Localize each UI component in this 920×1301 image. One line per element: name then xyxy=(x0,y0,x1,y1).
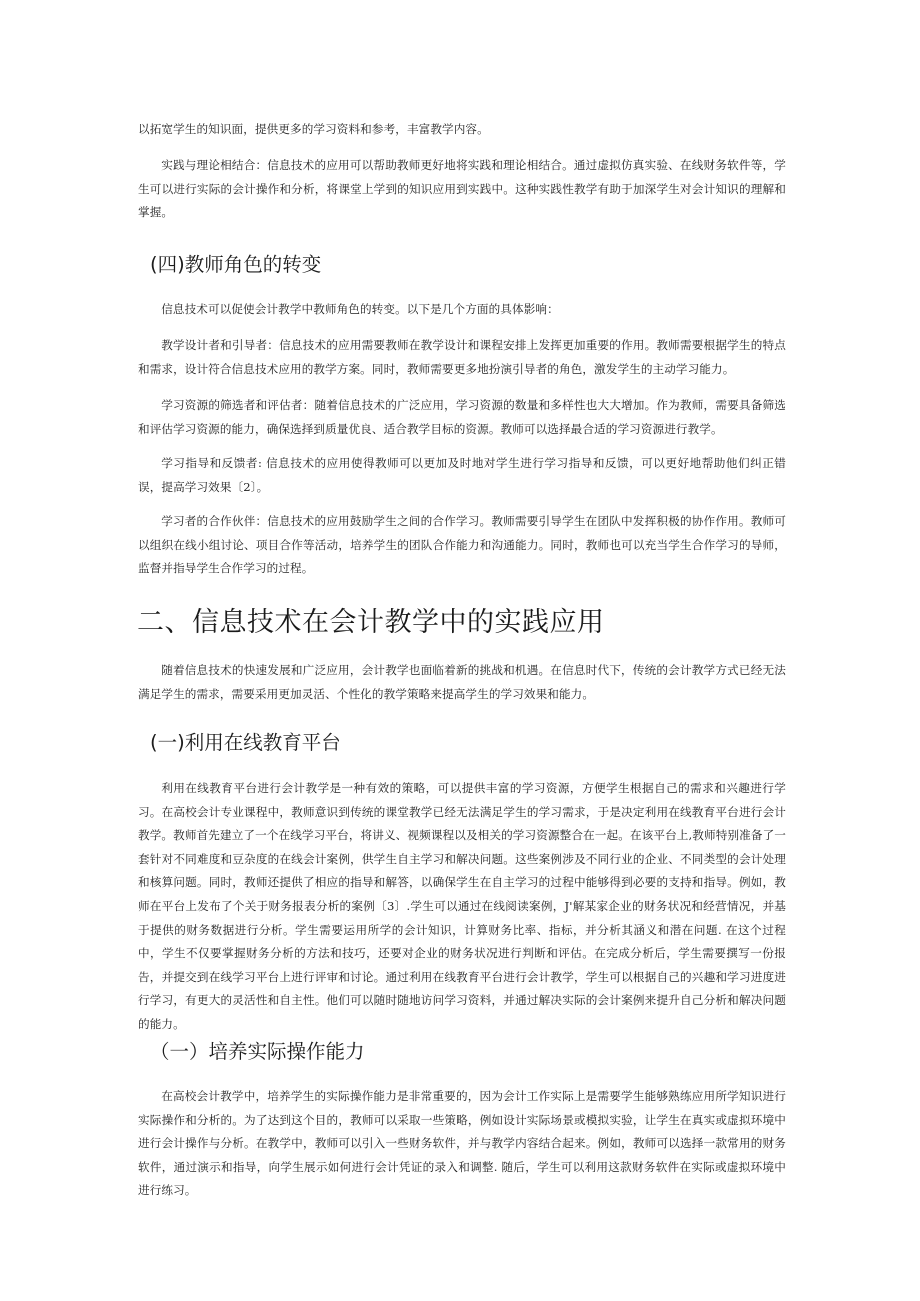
paragraph-chapter-intro: 随着信息技术的快速发展和广泛应用，会计教学也面临着新的挑战和机遇。在信息时代下，传统的会计教学方式已经无法满足学生的需求，需要采用更加灵活、个性化的教学策略来提高学生的学习效果和能力。 xyxy=(138,663,786,701)
paragraph-online-platform: 利用在线教育平台进行会计教学是一种有效的策略，可以提供丰富的学习资源，方便学生根据自己的需求和兴趣进行学习。在高校会计专业课程中，教师意识到传统的课堂教学已经无法满足学生的学习需求，于是决定利用在线教育平台进行会计教学。教师首先建立了一个在线学习平台，将讲义、视频课程以及相关的学习资源整合在一起。在该平台上,教师特别准备了一套针对不同难度和豆杂度的在线会计案例，供学生自主学习和解决问题。这些案例涉及不同行业的企业、不同类型的会计处理和核算问题。同时，教师还提供了相应的指导和解答，以确保学生在自主学习的过程中能够得到必要的支持和指导。例如，教师在平台上发布了个关于财务报表分析的案例〔3〕.学生可以通过在线阅读案例，J'解某家企业的财务状况和经营情况，并基于提供的财务数据进行分析。学生需要运用所学的会计知识，计算财务比率、指标，并分析其涵义和潜在问题. 在这个过程中，学生不仅要掌握财务分析的方法和技巧，还要对企业的财务状况进行判断和评估。在完成分析后，学生需要撰写一份报告，并提交到在线学习平台上进行评审和讨论。通过利用在线教育平台进行会计教学，学生可以根据自己的兴趣和学习进度进行学习，有更大的灵活性和自主性。他们可以随时随地访问学习资料，并通过解决实际的会计案例来提升自己分析和解决问题的能力。 xyxy=(138,781,786,1031)
paragraph-cooperation-partner: 学习者的合作伙伴：信息技术的应用鼓励学生之间的合作学习。教师需要引导学生在团队中发挥积极的协作作用。教师可以组织在线小组讨论、项目合作等活动，培养学生的团队合作能力和沟通能力。同时，教师也可以充当学生合作学习的导师，监督并指导学生合作学习的过程。 xyxy=(138,514,786,576)
paragraph-role-intro: 信息技术可以促使会计教学中教师角色的转变。以下是几个方面的具体影响： xyxy=(161,302,559,316)
paragraph-practice-theory: 实践与理论相结合：信息技术的应用可以帮助教师更好地将实践和理论相结合。通过虚拟仿真实验、在线财务软件等，学生可以进行实际的会计操作和分析，将课堂上学到的知识应用到实践中。这种实践性教学有助于加深学生对会计知识的理解和掌握。 xyxy=(138,158,786,220)
paragraph-designer-guide: 教学设计者和引导者：信息技术的应用需要教师在教学设计和课程安排上发挥更加重要的作用。教师需要根据学生的特点和需求，设计符合信息技术应用的教学方案。同时，教师需要更多地扮演引导者的角色，激发学生的主动学习能力。 xyxy=(138,338,786,376)
paragraph-resource-evaluator: 学习资源的筛选者和评估者：随着信息技术的广泛应用，学习资源的数量和多样性也大大增加。作为教师，需要具备筛选和评估学习资源的能力，确保选择到质量优良、适合教学目标的资源。教师可以选择最合适的学习资源进行教学。 xyxy=(138,398,786,436)
section-heading-practical-skills: （一）培养实际操作能力 xyxy=(150,1040,365,1063)
section-heading-teacher-role: (四)教师角色的转变 xyxy=(150,253,322,276)
paragraph-practical-skills: 在高校会计教学中，培养学生的实际操作能力是非常重要的，因为会计工作实际上是需要学生能够熟练应用所学知识进行实际操作和分析的。为了达到这个目的，教师可以采取一些策略，例如设计实际场景或模拟实验，让学生在真实或虚拟环境中进行会计操作与分析。在教学中，教师可以引入一些财务软件，并与教学内容结合起来。例如，教师可以选择一款常用的财务软件，通过演示和指导，向学生展示如何进行会计凭证的录入和调整. 随后，学生可以利用这款财务软件在实际或虚拟环境中进行练习。 xyxy=(138,1089,786,1198)
section-heading-online-platform: (一)利用在线教育平台 xyxy=(150,731,341,754)
paragraph-guidance-feedback: 学习指导和反馈者: 信息技术的应用使得教师可以更加及时地对学生进行学习指导和反馈，可以更好地帮助他们纠正错误，提高学习效果〔2〕。 xyxy=(138,456,786,494)
paragraph-continuation: 以拓宽学生的知识面，提供更多的学习资料和参考，丰富教学内容。 xyxy=(138,122,489,136)
chapter-heading-practice: 二、信息技术在会计教学中的实践应用 xyxy=(137,607,605,638)
